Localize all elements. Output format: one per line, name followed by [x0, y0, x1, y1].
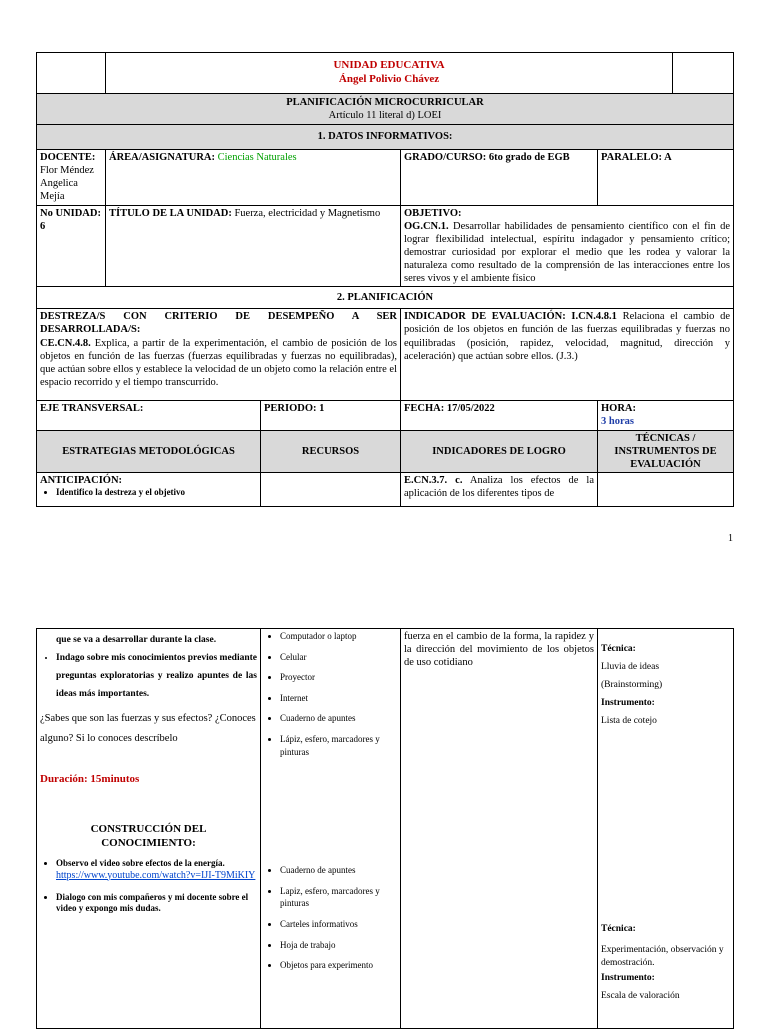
recursos-list-1 — [264, 630, 397, 758]
cons-bullet2: • Dialogo con mis compañeros y mi docente sobre el video y expongo mis dudas. — [56, 892, 257, 915]
titulo-label: TÍTULO DE LA UNIDAD: — [109, 207, 232, 219]
grado-cell: GRADO/CURSO: 6to grado de EGB — [401, 150, 598, 206]
objetivo-cell — [401, 205, 734, 287]
question-text: ¿Sabes que son las fuerzas y sus efectos? ¿Conoces alguno? Si lo conoces descríbelo — [40, 713, 256, 745]
docente-value-2: Angelica Mejía — [40, 178, 78, 203]
hora-label: HORA: — [601, 403, 636, 415]
anticipacion-label: ANTICIPACIÓN: — [40, 474, 123, 486]
recursos-cell-p1 — [261, 472, 401, 506]
recurso-item: • Celular — [280, 651, 397, 664]
planning-table-page1 — [36, 52, 734, 507]
destreza-label: DESTREZA/S CON CRITERIO DE DESEMPEÑO A SER DESARROLLADA/S: — [40, 311, 397, 336]
est-bullet1-cont: que se va a desarrollar durante la clase. — [56, 635, 217, 645]
area-cell — [106, 150, 401, 206]
instrumento-value-1: Lista de cotejo — [601, 716, 657, 727]
paralelo-cell: PARALELO: A — [598, 150, 734, 206]
col-tecnicas: TÉCNICAS / INSTRUMENTOS DE EVALUACIÓN — [598, 430, 734, 472]
instrumento-label-1: Instrumento: — [601, 698, 655, 709]
section1-title: 1. DATOS INFORMATIVOS: — [37, 125, 734, 150]
col-recursos: RECURSOS — [261, 430, 401, 472]
hora-cell — [598, 401, 734, 430]
instrumento-value-2: Escala de valoración — [601, 991, 680, 1002]
objetivo-label: OBJETIVO: — [404, 207, 462, 219]
recurso-item: • Computador o laptop — [280, 630, 397, 643]
indicador-logro-cell-p2: fuerza en el cambio de la forma, la rapidez y la dirección del movimiento de los objetos de uso cotidiano — [401, 629, 598, 1029]
tecnicas-cell-p2 — [598, 629, 734, 1029]
construccion-title: CONSTRUCCIÓN DEL CONOCIMIENTO: — [90, 822, 207, 849]
tecnica-value-2: Experimentación, observación y demostración. — [601, 945, 724, 968]
area-label: ÁREA/ASIGNATURA: — [109, 152, 215, 163]
col-indicadores: INDICADORES DE LOGRO — [401, 430, 598, 472]
indicador-logro-code: E.CN.3.7. c. — [404, 474, 463, 486]
anticipacion-cell — [37, 472, 261, 506]
estrategias-cell-p2 — [37, 629, 261, 1029]
recurso-item: • Cuaderno de apuntes — [280, 712, 397, 725]
docente-label: DOCENTE: — [40, 152, 96, 163]
area-value: Ciencias Naturales — [217, 152, 297, 163]
destreza-text: Explica, a partir de la experimentación, el cambio de posición de los objetos en función de las fuerzas (fuerzas equilibradas y fuerzas no equilibradas), que actúan sobre ellos y establece la velocidad de un objeto como la relación entre el espacio recorrido y el tiempo transcurrido. — [40, 337, 398, 388]
indicador-text: Relaciona el cambio de posición de los objetos en función de las fuerzas equilibradas y fuerzas no equilibradas (posición, rapidez, velocidad, magnitud, dirección y aceleración) que actúan sobre ellos. (J.3.) — [404, 311, 731, 362]
recurso-item: • Lápiz, esfero, marcadores y pinturas — [280, 733, 397, 758]
duracion-text: Duración: 15minutos — [40, 773, 140, 786]
destreza-cell — [37, 309, 401, 401]
planning-table-page2 — [36, 628, 734, 1029]
plan-title: PLANIFICACIÓN MICROCURRICULAR — [286, 96, 484, 108]
indicador-logro-cell-p1 — [401, 472, 598, 506]
unidad-cell: No UNIDAD: 6 — [37, 205, 106, 287]
recurso-item: • Carteles informativos — [280, 918, 397, 931]
destreza-code: CE.CN.4.8. — [40, 337, 91, 349]
page-number: 1 — [728, 533, 733, 544]
objetivo-code: OG.CN.1. — [404, 220, 449, 232]
section2-title: 2. PLANIFICACIÓN — [37, 287, 734, 309]
recurso-item: • Lapiz, esfero, marcadores y pinturas — [280, 885, 397, 910]
tecnica-label-1: Técnica: — [601, 644, 636, 654]
page-2 — [0, 570, 768, 1024]
col-estrategias: ESTRATEGIAS METODOLÓGICAS — [37, 430, 261, 472]
plan-subtitle: Artículo 11 literal d) LOEI — [328, 110, 442, 121]
recurso-item: • Internet — [280, 692, 397, 705]
recurso-item: • Objetos para experimento — [280, 959, 397, 972]
indicador-label: INDICADOR DE EVALUACIÓN: — [404, 311, 566, 323]
recursos-list-2 — [264, 864, 397, 972]
indicador-logro-text-p1: Analiza los efectos de la aplicación de los diferentes tipos de — [404, 474, 594, 499]
logo-cell — [37, 53, 106, 94]
indicador-code: I.CN.4.8.1 — [571, 311, 617, 323]
plan-title-cell — [37, 94, 734, 125]
tecnicas-cell-p1 — [598, 472, 734, 506]
titulo-cell — [106, 205, 401, 287]
tecnica-label-2: Técnica: — [601, 924, 636, 935]
indicador-cell — [401, 309, 734, 401]
periodo-cell: PERIODO: 1 — [261, 401, 401, 430]
logo-cell-right — [673, 53, 734, 94]
school-line-1: UNIDAD EDUCATIVA — [333, 59, 445, 72]
video-link[interactable]: https://www.youtube.com/watch?v=IJI-T9MiKIY — [56, 869, 256, 881]
docente-cell — [37, 150, 106, 206]
recurso-item: • Hoja de trabajo — [280, 939, 397, 952]
school-line-2: Ángel Polivio Chávez — [338, 73, 440, 85]
recurso-item: • Proyector — [280, 671, 397, 684]
objetivo-text: Desarrollar habilidades de pensamiento científico con el fin de lograr flexibilidad intelectual, espíritu indagador y pensamiento crítico; demostrar curiosidad por explorar el medio que les rodea y valorar la naturaleza como resultado de la comprensión de las interacciones entre los seres vivos y el ambiente físico — [404, 220, 731, 285]
eje-cell: EJE TRANSVERSAL: — [37, 401, 261, 430]
recursos-cell-p2 — [261, 629, 401, 1029]
est-bullet2: • Indago sobre mis conocimientos previos mediante preguntas exploratorias y realizo apuntes de las ideas más importantes. — [56, 649, 257, 703]
fecha-cell: FECHA: 17/05/2022 — [401, 401, 598, 430]
cons-bullet1: • Observo el video sobre efectos de la energía. — [56, 858, 257, 869]
tecnica-value-1: Lluvia de ideas (Brainstorming) — [601, 662, 663, 691]
hora-value: 3 horas — [601, 416, 634, 428]
anticipacion-bullet: • Identifico la destreza y el objetivo — [56, 487, 257, 498]
recurso-item: • Cuaderno de apuntes — [280, 864, 397, 877]
titulo-value: Fuerza, electricidad y Magnetismo — [234, 207, 381, 219]
docente-value-1: Flor Méndez — [40, 165, 94, 177]
instrumento-label-2: Instrumento: — [601, 972, 655, 983]
school-name-cell — [106, 53, 673, 94]
